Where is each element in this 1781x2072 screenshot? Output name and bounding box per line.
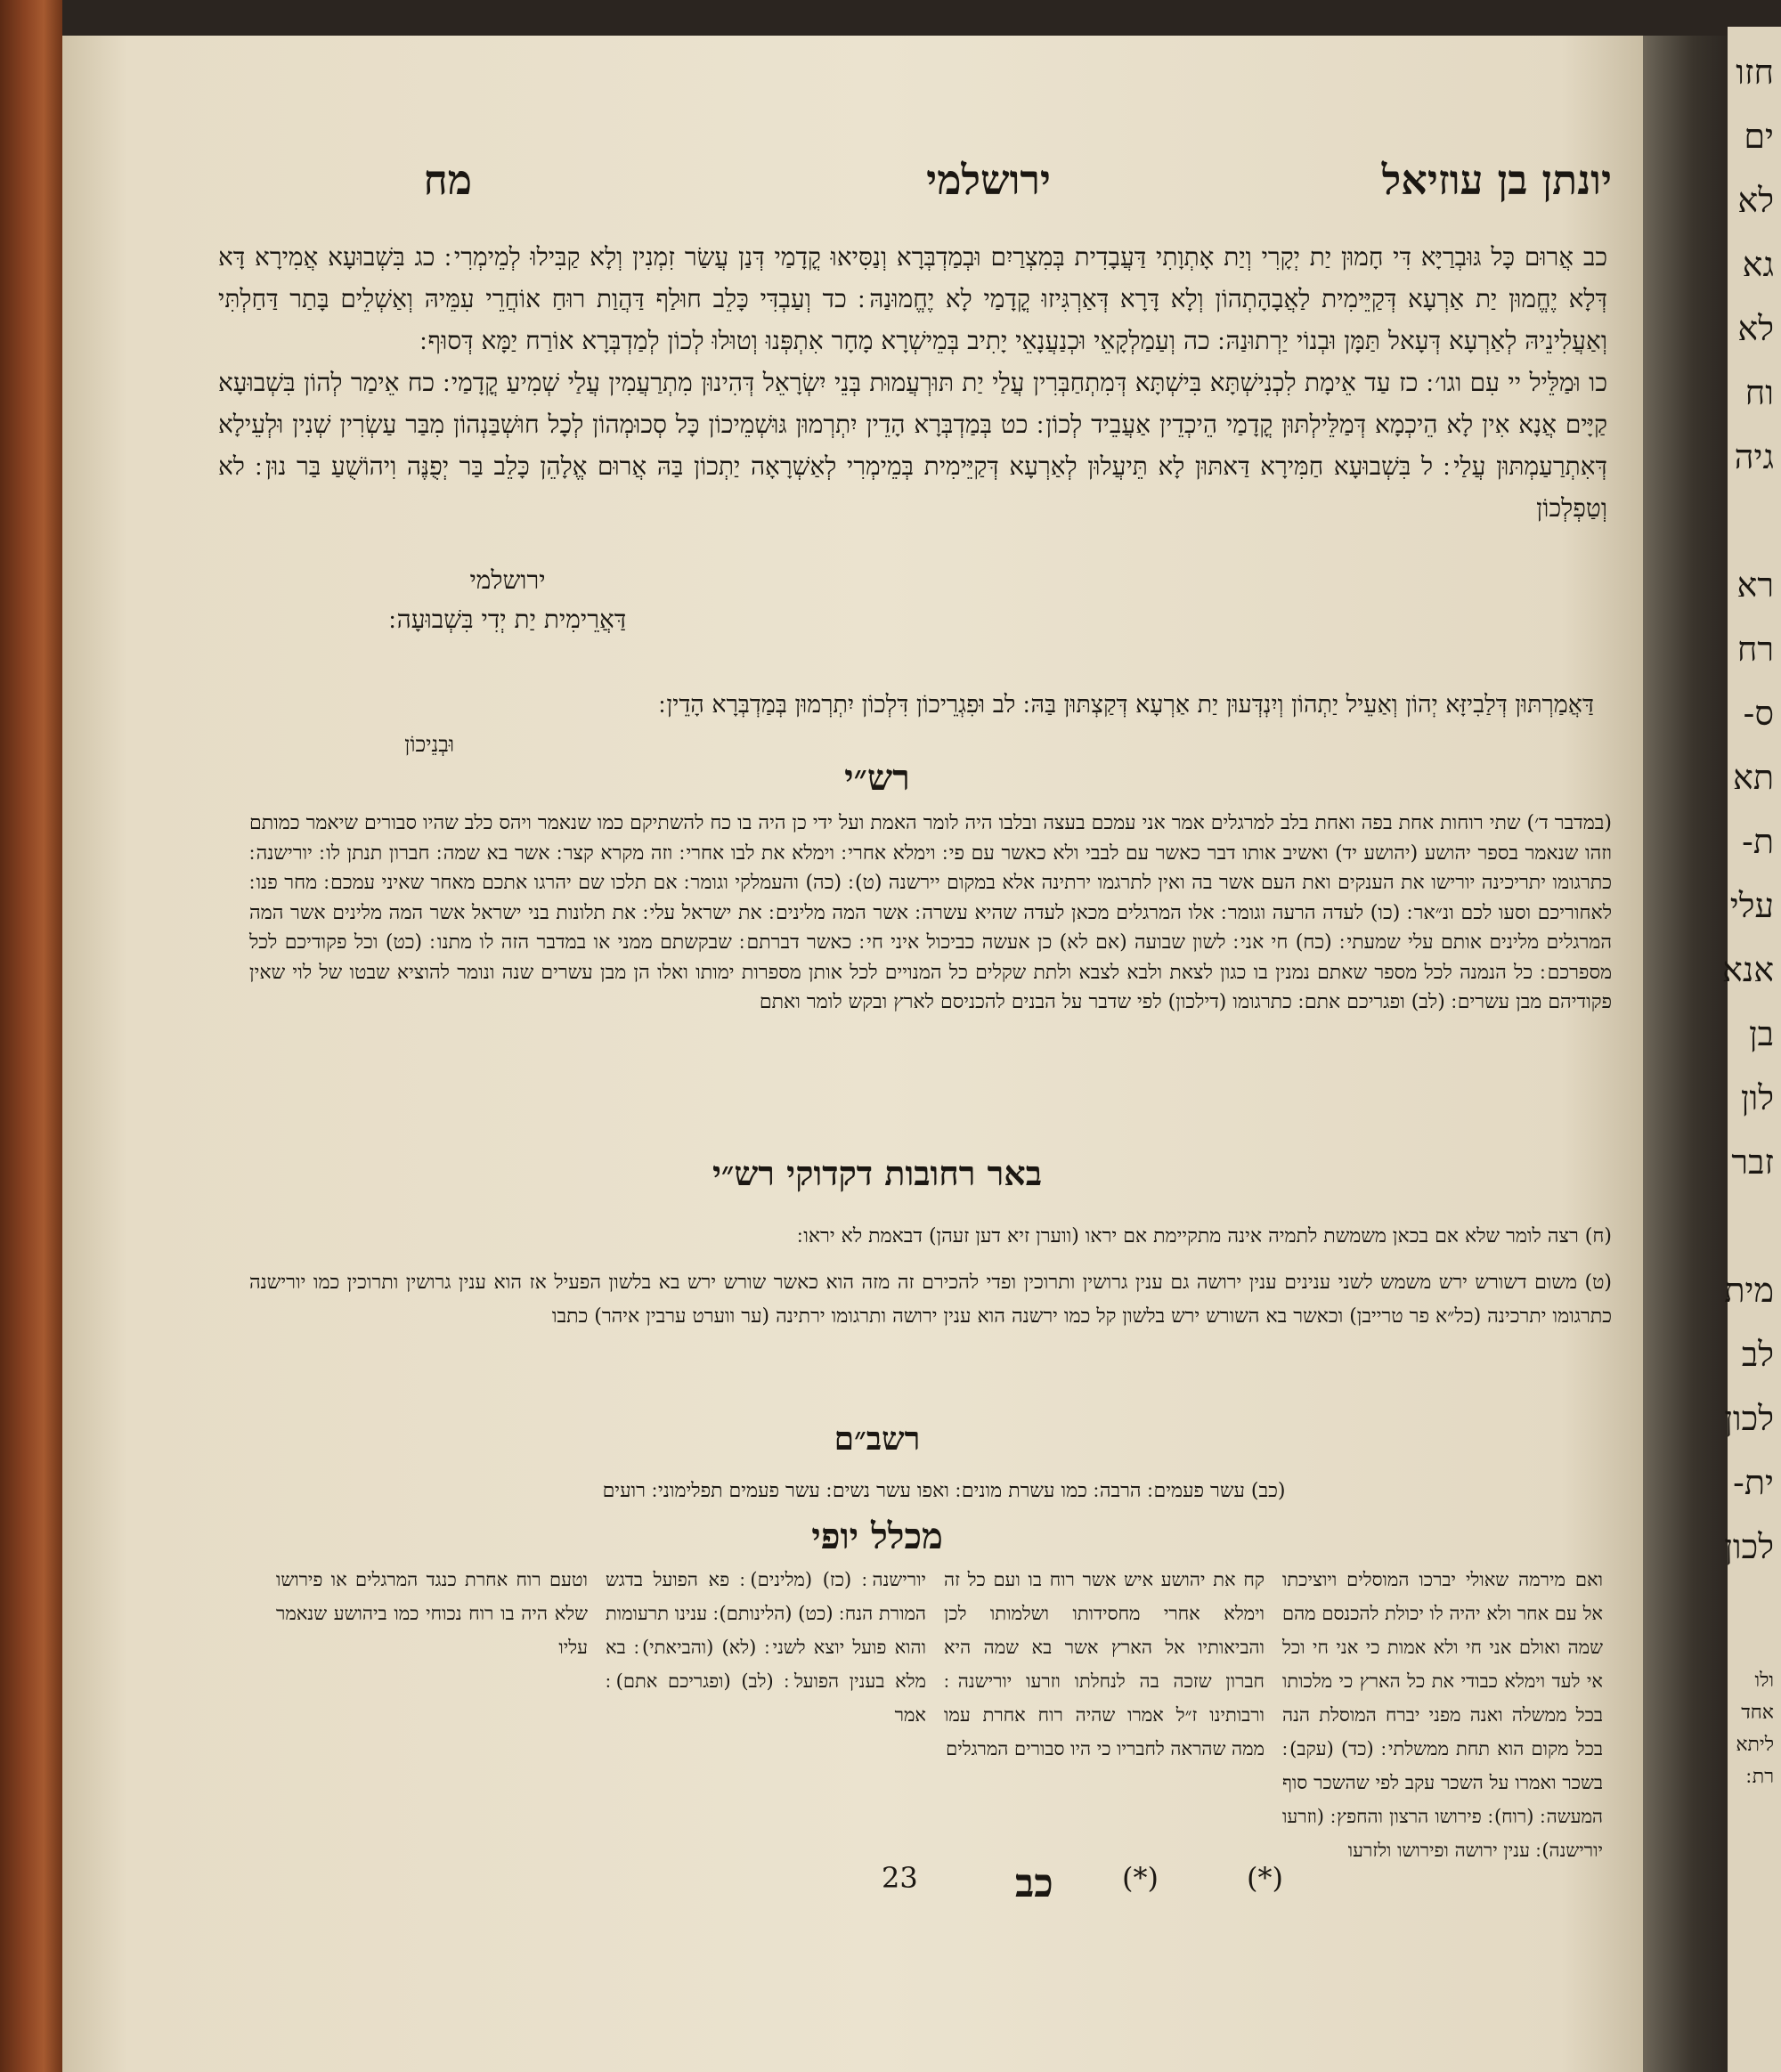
rashbam-title: רשב״ם [834, 1420, 921, 1458]
yerushalmi-text: דַּאֲרֵימִית יַת יְדִי בִּשְׁבוּעָה ׃ [388, 605, 627, 634]
facing-page-fragment: זבר [1731, 1142, 1774, 1182]
targum-end-line: דַּאֲמַרְתּוּן דְּלַבִיזָּא יְהוֹן וְאַעֵיל יַתְהוֹן וְיִנְדְּעוּן יַת אַרְעָא דְּקַצְתּוּן בַּהּ ׃ לב וּפִגְרֵיכוֹן דִּלְכוֹן יִתְרְמוּן בְּמַדְבְּרָא הָדֵין ׃ [658, 691, 1594, 719]
michlal-column: קח את יהושע איש אשר רוח בו ועם כל זה וימלא אחרי מחסידותו ושלמותו לכן והביאותיו אל הארץ אשר בא שמה היא חברון שזכה בה לנחלתו וזרעו יורישנה ׃ ורבותינו ז״ל אמרו שהיה רוח אחרת עמו ממה שהראה לחבריו כי היו סבורים המרגלים [944, 1569, 1265, 1759]
yerushalmi-box [267, 561, 748, 659]
facing-page-fragment: עלי [1729, 886, 1774, 925]
facing-page-fragment: חזו [1736, 53, 1774, 92]
beer-note: (ח) רצה לומר שלא אם בכאן משמשת לתמיה אינה מתקיימת אם יראו (ווערן זיא דען זעהן) דבאמת לא יראו ׃ [797, 1225, 1612, 1247]
facing-page-fragment-small: רת ׃ [1745, 1766, 1774, 1788]
michlal-column: יורישנה ׃ (כז) (מלינים) ׃ פא הפועל בדגש המורת הנח ׃ (כט) (הלינותם) ׃ ענינו תרעומות והוא פועל יוצא לשני ׃ (לא) (והביאתי) ׃ בא מלא בענין הפועל ׃ (לב) (ופגריכם אתם) ׃ אמר [606, 1569, 926, 1726]
facing-page-edge [1722, 27, 1781, 2072]
facing-page-fragment: גיה [1734, 437, 1774, 476]
facing-page-fragment: רא [1736, 565, 1774, 605]
facing-page-fragment: וח [1744, 373, 1774, 412]
facing-page-fragment-small: אחד [1741, 1702, 1774, 1724]
signature-mark: כב [1015, 1861, 1053, 1906]
michlal-title: מכלל יופי [811, 1515, 943, 1557]
facing-page-fragment: מית [1724, 1271, 1774, 1310]
facing-page-fragment: לא [1737, 309, 1774, 348]
header-title-right: יונתן בן עוזיאל [1381, 156, 1612, 204]
yerushalmi-label: ירושלמי [469, 565, 546, 595]
facing-page-fragment: לכון [1724, 1399, 1774, 1438]
running-header [62, 156, 1692, 218]
facing-page-fragment [1722, 489, 1777, 553]
targum-catchword: וּבְנֵיכוֹן [404, 732, 454, 757]
targum-paragraph-1: כב אֲרוּם כָּל גּוּבְרַיָּא דִּי חָמוּן יַת יְקָרִי וְיַת אָתְוָתִי דַּעֲבָדִית בְּמִצְרַיִם וּבְמַדְבְּרָא וְנַסִּיאוּ קֳדָמַי דְּנַן עֲשַׂר זִמְנִין וְלָא קַבִּילוּ לְמֵימְרִי ׃ כג בִּשְׁבוּעָא אֲמִירָא דָּא דְּלָא יֶחֱמוּן יַת אַרְעָא דְּקַיֵּימִית לַאֲבָהָתְהוֹן וְלָא דָּרָא דְּאַרְגִּיזוּ קֳדָמַי לָא יֶחֱמוּנַהּ ׃ כד וְעַבְדִּי כָּלֵב חוּלַף דַּהֲוַת רוּחַ אוֹחֲרֵי עִמֵּיהּ וְאַשְׁלֵים בָּתַר דַּחַלְתִּי וְאַעֲלִינֵיהּ לְאַרְעָא דְּעָאל תַּמָּן וּבְנוֹי יַרְתוּנַהּ ׃ כה וְעַמַלְקָאֵי וּכְנַעֲנָאֵי יָתִיב בְּמֵישְׁרָא מָחָר אִתְפְּנוּ וְטוּלוּ לְכוֹן לְמַדְבְּרָא אוֹרַח יַמָּא דְּסוּף ׃ [218, 242, 1607, 355]
footnote-marker: (*) [1247, 1861, 1283, 1895]
binding-gutter [1643, 36, 1728, 2072]
facing-page-fragment: ס- [1743, 694, 1774, 733]
facing-page-fragment: ים [1744, 117, 1774, 156]
facing-page-fragment: בן [1749, 1014, 1774, 1053]
book-spine [0, 0, 62, 2072]
facing-page-fragment: לון [1740, 1078, 1774, 1117]
page-footer [62, 1861, 1692, 1914]
header-title-center: ירושלמי [926, 156, 1051, 204]
facing-page-fragment: ת- [1741, 822, 1774, 861]
rashi-title: רש״י [844, 757, 910, 799]
targum-end [205, 686, 1594, 764]
facing-page-fragment: ית- [1733, 1463, 1774, 1502]
michlal-column-extra: וטעם רוח אחרת כנגד המרגלים או פירושו שלא היה בו רוח נכוחי כמו ביהושע שנאמר עליו [276, 1569, 588, 1658]
book-page [62, 36, 1692, 2072]
facing-page-fragment: לב [1741, 1335, 1774, 1374]
michlal-columns [267, 1563, 1603, 1901]
targum-text [218, 236, 1607, 529]
facing-page-fragment: לכון [1724, 1527, 1774, 1566]
michlal-column: ואם מירמה שאולי יברכו המוסלים ויוציכתו אל עם אחר ולא יהיה לו יכולת להכנסם מהם שמה ואולם אני חי ולא אמות כי אני חי וכל אי לעד וימלא כבודי את כל הארץ כי מלכותו בכל ממשלה ואנה מפני יברח המוסלת הנה בכל מקום הוא תחת ממשלתי ׃ (כד) (עקב) ׃ בשכר ואמרו על השכר עקב לפי שהשכר סוף המעשה ׃ (רוח) ׃ פירושו הרצון והחפץ ׃ (וזרעו יורישנה) ׃ ענין ירושה ופירושו ולזרעו [1282, 1569, 1603, 1861]
facing-page-fragment-small: ולו [1754, 1670, 1774, 1692]
beer-notes [249, 1220, 1612, 1334]
facing-page-fragment: לא [1737, 181, 1774, 220]
facing-page-fragment-small: ליתא [1736, 1734, 1774, 1756]
beer-title: באר רחובות דקדוקי רש״י [712, 1153, 1043, 1193]
facing-page-fragment: אנא [1722, 950, 1774, 989]
rashbam-text: (כב) עשר פעמים ׃ הרבה ׃ כמו עשרת מונים ׃ ואפו עשר נשים ׃ עשר פעמים תפלימוני ׃ רועים [602, 1480, 1286, 1502]
facing-page-fragment: רח [1736, 630, 1774, 669]
rashi-text: (במדבר ד׳) שתי רוחות אחת בפה ואחת בלב למרגלים אמר אני עמכם בעצה ובלבו היה לומר האמת ועל ידי כן היה בו כח להשתיקם כמו שנאמר ויהס כלב שהיו סבורים שיאמר כמותם וזהו שנאמר בספר יהושע (יהושע יד) ואשיב אותו דבר כאשר עם לבבי ולא כאשר עם פי ׃ וימלא אחרי ׃ וימלא את לבו אחרי ׃ וזה מקרא קצר ׃ אשר בא שמה ׃ חברון תנתן לו ׃ יורישנה ׃ כתרגומו יתריכינה יורישו את הענקים ואת העם אשר בה ואין לתרגמו ירתינה אלא במקום יירשנה (ט) ׃ (כה) והעמלקי וגומר ׃ אם תלכו שם יהרגו אתכם מאחר שאיני עמכם ׃ מחר פנו ׃ לאחוריכם וסעו לכם ונ״אר ׃ (כו) לעדה הרעה וגומר ׃ אלו המרגלים מכאן לעדה שהיא עשרה ׃ אשר המה מלינים ׃ את ישראל עלי ׃ את תלונות בני ישראל אשר המה מלינים אשר המה המרגלים מלינים אותם עלי שמעתי ׃ (כח) חי אני ׃ לשון שבועה (אם לא) כן אעשה כביכול איני חי ׃ כאשר דברתם ׃ שבקשתם ממני או במדבר הזה לו מתנו ׃ (כט) וכל פקודיכם לכל מספרכם ׃ כל הנמנה לכל מספר שאתם נמנין בו כגון לצאת ולבא לצבא ולתת שקלים כל המנויים לכל אותן מספרות ימותו ואלו הן מבן עשרים שנה ונומר להוציא שבטו של לוי שאין פקודיהם מבן עשרים ׃ (לב) ופגריכם אתם ׃ כתרגומו (דילכון) לפי שדבר על הבנים להכניסם לארץ ובקש לומר ואתם [249, 812, 1612, 1013]
facing-page-fragment [1722, 1194, 1777, 1258]
facing-page-fragment: תא [1733, 758, 1774, 797]
header-page-number: מח [423, 156, 472, 204]
facing-page-fragment: גא [1742, 245, 1774, 284]
leaf-number: 23 [882, 1861, 918, 1895]
beer-note: (ט) משום דשורש ירש משמש לשני ענינים ענין ירושה גם ענין גרושין ותרוכין ופדי להכירם זה מזה הוא כאשר שורש ירש בא בלשון הפעיל אז הוא ענין גרושין ותרוכין כמו יורישנה כתרגומו יתרכינה (כל״א פר טרייבן) וכאשר בא השורש ירש בלשון קל כמו ירשנה הוא ענין ירושה ותרגומו ירתינה (ער ווערט ערבין איהר) כתבו [249, 1272, 1612, 1328]
targum-paragraph-2: כו וּמַלֵּיל יי עִם וגו׳ ׃ כז עַד אֵימָת לִכְנִישְׁתָּא בִּישְׁתָּא דְּמִתְחַבְּרִין עֲלַי יַת תּוּרְעֲמוּת בְּנֵי יִשְׂרָאֵל דְּהִינוּן מִתְרַעֲמִין עֲלַי שְׁמִיעַ קֳדָמַי ׃ כח אֵימַר לְהוֹן בִּשְׁבוּעָא קַיָּים אֲנָא אִין לָא הֵיכְמָא דְּמַלֵּילְתּוּן קֳדָמַי הֵיכְדֵין אַעֲבֵיד לְכוֹן ׃ כט בְּמַדְבְּרָא הָדֵין יִתְרְמוּן גּוּשְׁמֵיכוֹן כָּל סְכוּמְהוֹן לְכָל חוּשְׁבַּנְהוֹן מִבַּר עַשְׂרִין שְׁנִין וּלְעֵילָא דְּאִתְרַעַמְתּוּן עֲלַי ׃ ל בִּשְׁבוּעָא חַמִּירָא דַּאתּוּן לָא תֵּיעֲלוּן לְאַרְעָא דְּקַיֵּימִית בְּמֵימְרִי לְאַשְׁרָאָה יַתְכוֹן בַּהּ אֲרוּם אֱלָהֵן כָּלֵב בַּר יְפֻנֶּה וִיהוֹשֻׁעַ בַּר נוּן ׃ לא וְטַפְלְכוֹן [218, 368, 1608, 523]
footnote-marker: (*) [1122, 1861, 1159, 1895]
